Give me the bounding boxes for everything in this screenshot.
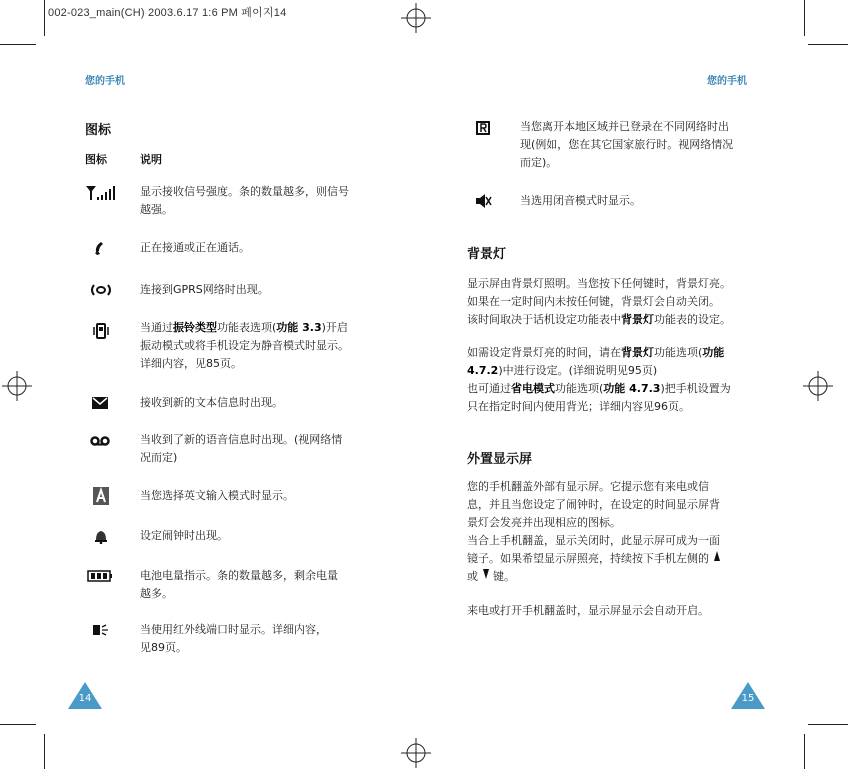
mute-icon: [472, 192, 494, 210]
section-title-external-display: 外置显示屏: [467, 452, 533, 467]
registration-mark: [2, 371, 32, 401]
crop-mark: [44, 734, 45, 769]
english-input-icon: [90, 487, 112, 505]
list-item: 显示接收信号强度。条的数量越多，则信号 越强。: [140, 185, 349, 216]
signal-strength-icon: [86, 184, 116, 202]
list-item: 接收到新的文本信息时出现。: [140, 396, 283, 409]
crop-mark: [44, 0, 45, 36]
section-title-backlight: 背景灯: [467, 247, 507, 262]
page-number: 15: [741, 693, 755, 704]
section-title-icons: 图标: [85, 123, 112, 138]
gprs-icon: [90, 281, 112, 299]
registration-mark: [401, 738, 431, 768]
list-item: 电池电量指示。条的数量越多，剩余电量 越多。: [140, 569, 338, 600]
column-header-description: 说明: [140, 153, 162, 166]
registration-mark: [803, 371, 833, 401]
crop-mark: [808, 724, 848, 725]
registration-mark: [401, 3, 431, 33]
list-item: 当选用闭音模式时显示。: [520, 194, 641, 207]
list-item: 连接到GPRS网络时出现。: [140, 283, 269, 296]
alarm-icon: [90, 527, 112, 545]
external-display-paragraph: 您的手机翻盖外部有显示屏。它提示您有来电或信 息，并且当您设定了闹钟时，在设定的时间显示屏背 景灯会发亮并出现相应的图标。 当合上手机翻盖，显示关闭时，此显示屏可成为一面 镜子。如果希望显示屏照亮，持续按下手机左侧的 或 键。: [467, 478, 787, 586]
battery-icon: [87, 567, 113, 585]
page-number: 14: [78, 693, 92, 704]
infrared-icon: [90, 621, 112, 639]
external-display-note: 来电或打开手机翻盖时，显示屏显示会自动开启。: [467, 604, 709, 617]
list-item: 当使用红外线端口时显示。详细内容， 见89页。: [140, 623, 327, 654]
vibration-icon: [90, 322, 112, 340]
call-in-progress-icon: [90, 239, 112, 257]
running-head-left: 您的手机: [85, 76, 125, 87]
print-header: 002-023_main(CH) 2003.6.17 1:6 PM 페이지14: [48, 7, 287, 19]
list-item: 当收到了新的语音信息时出现。(视网络情 况而定): [140, 433, 343, 464]
crop-mark: [804, 734, 805, 769]
backlight-paragraph: 显示屏由背景灯照明。当您按下任何键时，背景灯亮。 如果在一定时间内未按任何键，背景灯会自动关闭。 该时间取决于话机设定功能表中背景灯功能表的设定。: [467, 277, 731, 326]
crop-mark: [0, 44, 36, 45]
running-head-right: 您的手机: [707, 76, 747, 87]
text-message-icon: [89, 394, 111, 412]
list-item: 当您选择英文输入模式时显示。: [140, 489, 294, 502]
volume-up-key-icon: [713, 550, 721, 568]
column-header-icon: 图标: [85, 153, 107, 166]
list-item: 当您离开本地区域并已登录在不同网络时出 现(例如，您在其它国家旅行时。视网络情况 而定)。: [520, 120, 734, 169]
crop-mark: [808, 44, 848, 45]
backlight-settings-paragraph: 如需设定背景灯亮的时间，请在背景灯功能选项(功能 4.7.2)中进行设定。(详细说明见95页) 也可通过省电模式功能选项(功能 4.7.3)把手机设置为 只在指定时间内使用背光；详细内容见96页。: [467, 346, 731, 413]
voice-mail-icon: [89, 432, 111, 450]
list-item: 正在接通或正在通话。: [140, 241, 250, 254]
crop-mark: [0, 724, 36, 725]
list-item: 当通过振铃类型功能表选项(功能 3.3)开启 振动模式或将手机设定为静音模式时显示。 详细内容，见85页。: [140, 321, 349, 370]
volume-down-key-icon: [482, 568, 490, 586]
roaming-icon: [472, 119, 494, 137]
list-item: 设定闹钟时出现。: [140, 529, 228, 542]
crop-mark: [804, 0, 805, 36]
